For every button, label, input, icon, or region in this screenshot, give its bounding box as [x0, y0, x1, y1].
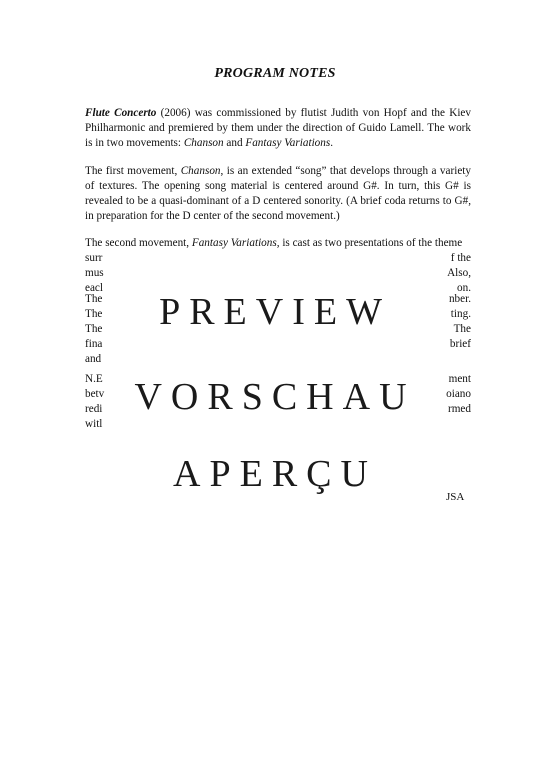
text: Also,: [447, 266, 471, 279]
watermark-preview: PREVIEW: [159, 291, 391, 333]
movement-2-name: Fantasy Variations,: [191, 237, 280, 249]
text: oiano: [446, 387, 471, 400]
page-title: PROGRAM NOTES: [214, 66, 336, 81]
text: mus: [85, 266, 104, 279]
text: redi: [85, 402, 103, 415]
text: on.: [457, 281, 471, 294]
paragraph-first-movement: [85, 164, 471, 224]
text: fina: [85, 337, 103, 350]
signature-fragment: JSA: [446, 491, 465, 503]
watermark-vorschau: VORSCHAU: [134, 376, 416, 418]
line: [85, 352, 471, 367]
text: f the: [450, 251, 471, 264]
movement-1-name: Chanson: [183, 136, 224, 149]
text: The: [85, 322, 103, 335]
paragraph-second-movement: [85, 236, 471, 296]
text: The: [453, 322, 471, 335]
paragraph-intro: [85, 106, 471, 151]
text: eacl: [85, 281, 104, 294]
text: is cast as two presentations of the theme: [279, 237, 463, 249]
line: [85, 251, 471, 266]
movement-2-name: Fantasy Variations: [245, 136, 331, 149]
text: surr: [85, 251, 103, 264]
text: The first movement,: [85, 165, 181, 177]
text: The: [85, 307, 103, 320]
conjunction: and: [223, 136, 246, 149]
text: betv: [85, 387, 105, 400]
text: , is an extended “song” that develops through a variety of textures. The opening song material is centered around G#. In turn, this G# is revealed to be a quasi-dominant of a D centered sonority. (A brief coda returns to G#, in preparation for the D center of the second movement.): [85, 165, 471, 222]
text: nber.: [448, 293, 471, 305]
watermark-apercu: APERÇU: [173, 453, 377, 495]
text: The: [85, 293, 103, 305]
line: [85, 337, 471, 352]
text: ting.: [450, 307, 471, 320]
text: witl: [85, 417, 103, 430]
text: The second movement,: [85, 237, 192, 249]
text: N.E: [85, 373, 103, 385]
intro-text: (2006) was commissioned by flutist Judith von Hopf and the Kiev Philharmonic and premiered by them under the direction of Guido Lamell. The work is in two movements:: [85, 107, 471, 149]
line: [85, 266, 471, 281]
movement-1-name: Chanson: [180, 165, 221, 177]
text: rmed: [448, 402, 471, 415]
text: ment: [448, 373, 471, 385]
work-title: Flute Concerto: [85, 107, 157, 119]
line: [85, 236, 471, 251]
text: and: [85, 352, 102, 365]
period: .: [330, 136, 334, 149]
text: brief: [449, 337, 471, 350]
